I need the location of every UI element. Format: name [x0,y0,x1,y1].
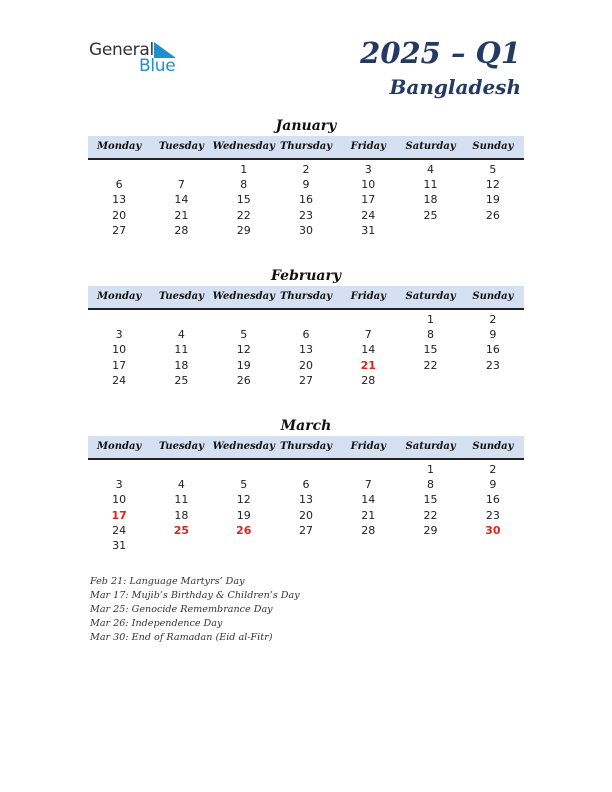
day-cell: 30 [298,223,313,237]
day-cell: 9 [489,328,497,342]
day-cell: 11 [423,178,438,192]
day-cell: 13 [112,193,127,207]
empty-day-cell [88,312,150,327]
day-cell: 10 [112,493,127,507]
day-cell: 17 [361,193,376,207]
day-cell: 2 [489,313,497,326]
day-cell: 3 [115,328,123,342]
page-subtitle: Bangladesh [389,75,521,99]
empty-day-cell [150,462,212,477]
day-cell: 1 [427,313,435,326]
weekday-label: Monday [96,141,142,152]
weekday-label: Sunday [472,141,514,152]
page-title: 2025 – Q1 [360,36,521,70]
day-cell: 4 [177,328,185,342]
day-cell: 22 [236,208,251,222]
day-cell: 13 [298,493,313,507]
day-cell: 16 [485,343,500,357]
week-row [88,327,524,342]
month-title: January [275,118,337,134]
day-cell: 8 [427,478,435,492]
logo-word-blue: Blue [139,56,176,76]
holiday-day-cell: 17 [111,508,127,522]
day-cell: 14 [361,493,376,507]
day-cell: 2 [489,463,497,476]
empty-day-cell [462,223,524,238]
day-cell: 3 [364,163,372,176]
day-cell: 27 [298,523,313,537]
day-cell: 19 [485,193,500,207]
day-cell: 31 [112,538,127,552]
empty-day-cell [337,312,399,327]
day-cell: 23 [298,208,313,222]
empty-day-cell [399,538,461,553]
day-cell: 24 [361,208,376,222]
day-cell: 18 [423,193,438,207]
weekday-header [88,136,524,160]
generalblue-logo [89,40,189,76]
day-cell: 15 [423,493,438,507]
weekday-label: Monday [96,291,142,302]
day-cell: 27 [298,373,313,387]
empty-day-cell [150,538,212,553]
holiday-day-cell: 21 [360,358,376,372]
day-cell: 12 [236,343,251,357]
month-march [88,416,524,553]
empty-day-cell [150,162,212,177]
weekday-label: Friday [350,441,386,452]
day-cell: 14 [361,343,376,357]
day-cell: 20 [298,358,313,372]
week-row [88,192,524,207]
holiday-note: Feb 21: Language Martyrs’ Day [90,576,245,587]
day-cell: 29 [236,223,251,237]
day-cell: 16 [485,493,500,507]
day-cell: 22 [423,358,438,372]
week-row [88,208,524,223]
weekday-label: Wednesday [212,441,275,452]
day-cell: 13 [298,343,313,357]
day-cell: 11 [174,493,189,507]
day-cell: 21 [174,208,189,222]
month-january [88,116,524,238]
empty-day-cell [275,462,337,477]
day-cell: 19 [236,508,251,522]
day-cell: 6 [115,178,123,192]
holiday-day-cell: 25 [173,523,190,537]
day-cell: 25 [423,208,438,222]
weekday-label: Monday [96,441,142,452]
day-cell: 22 [423,508,438,522]
week-row [88,358,524,373]
day-cell: 24 [112,523,127,537]
day-cell: 6 [302,328,310,342]
month-grid [88,160,524,238]
day-cell: 9 [302,178,310,192]
day-cell: 27 [112,223,127,237]
day-cell: 5 [240,478,248,492]
day-cell: 21 [361,508,376,522]
empty-day-cell [337,538,399,553]
month-february [88,266,524,388]
weekday-label: Saturday [405,141,456,152]
day-cell: 29 [423,523,438,537]
day-cell: 5 [240,328,248,342]
empty-day-cell [88,462,150,477]
day-cell: 18 [174,358,189,372]
holiday-note: Mar 25: Genocide Remembrance Day [90,604,273,615]
day-cell: 15 [236,193,251,207]
month-title: March [280,418,332,434]
weekday-label: Wednesday [212,291,275,302]
weekday-label: Saturday [405,441,456,452]
day-cell: 10 [361,178,376,192]
day-cell: 7 [364,328,372,342]
day-cell: 8 [427,328,435,342]
empty-day-cell [275,538,337,553]
empty-day-cell [150,312,212,327]
week-row [88,462,524,477]
weekday-label: Saturday [405,291,456,302]
day-cell: 12 [236,493,251,507]
weekday-header [88,286,524,310]
day-cell: 4 [177,478,185,492]
week-row [88,523,524,538]
day-cell: 26 [485,208,500,222]
empty-day-cell [399,373,461,388]
day-cell: 2 [302,163,310,176]
day-cell: 14 [174,193,189,207]
day-cell: 19 [236,358,251,372]
holiday-note: Mar 17: Mujib’s Birthday & Children’s Day [90,590,300,601]
day-cell: 4 [427,163,435,176]
month-title: February [270,268,341,284]
day-cell: 5 [489,163,497,176]
day-cell: 18 [174,508,189,522]
weekday-label: Tuesday [158,441,204,452]
day-cell: 20 [112,208,127,222]
week-row [88,177,524,192]
day-cell: 8 [240,178,248,192]
empty-day-cell [213,312,275,327]
day-cell: 16 [298,193,313,207]
empty-day-cell [337,462,399,477]
weekday-label: Friday [350,291,386,302]
day-cell: 28 [361,523,376,537]
day-cell: 7 [364,478,372,492]
day-cell: 3 [115,478,123,492]
week-row [88,373,524,388]
day-cell: 7 [177,178,185,192]
week-row [88,342,524,357]
weekday-label: Thursday [279,291,333,302]
weekday-label: Tuesday [158,141,204,152]
holiday-day-cell: 30 [485,523,501,537]
logo-word-general: General [89,40,154,60]
empty-day-cell [275,312,337,327]
weekday-header [88,436,524,460]
week-row [88,477,524,492]
day-cell: 11 [174,343,189,357]
holiday-day-cell: 26 [236,523,252,537]
day-cell: 20 [298,508,313,522]
day-cell: 1 [427,463,435,476]
day-cell: 26 [236,373,251,387]
weekday-label: Sunday [472,441,514,452]
week-row [88,492,524,507]
day-cell: 6 [302,478,310,492]
week-row [88,162,524,177]
day-cell: 24 [112,373,127,387]
weekday-label: Thursday [279,141,333,152]
weekday-label: Tuesday [158,291,204,302]
day-cell: 28 [174,223,189,237]
week-row [88,508,524,523]
day-cell: 9 [489,478,497,492]
day-cell: 1 [240,163,248,176]
weekday-label: Sunday [472,291,514,302]
weekday-label: Wednesday [212,141,275,152]
week-row [88,538,524,553]
weekday-label: Friday [350,141,386,152]
holiday-note: Mar 26: Independence Day [90,618,223,629]
day-cell: 28 [361,373,376,387]
empty-day-cell [462,373,524,388]
empty-day-cell [213,538,275,553]
day-cell: 23 [485,508,500,522]
holiday-note: Mar 30: End of Ramadan (Eid al-Fitr) [90,632,273,643]
day-cell: 31 [361,223,376,237]
month-grid [88,310,524,388]
empty-day-cell [213,462,275,477]
empty-day-cell [462,538,524,553]
holiday-notes [90,575,300,645]
empty-day-cell [399,223,461,238]
day-cell: 12 [485,178,500,192]
empty-day-cell [88,162,150,177]
month-grid [88,460,524,553]
week-row [88,312,524,327]
day-cell: 15 [423,343,438,357]
weekday-label: Thursday [279,441,333,452]
day-cell: 23 [485,358,500,372]
week-row [88,223,524,238]
day-cell: 10 [112,343,127,357]
day-cell: 17 [112,358,127,372]
day-cell: 25 [174,373,189,387]
